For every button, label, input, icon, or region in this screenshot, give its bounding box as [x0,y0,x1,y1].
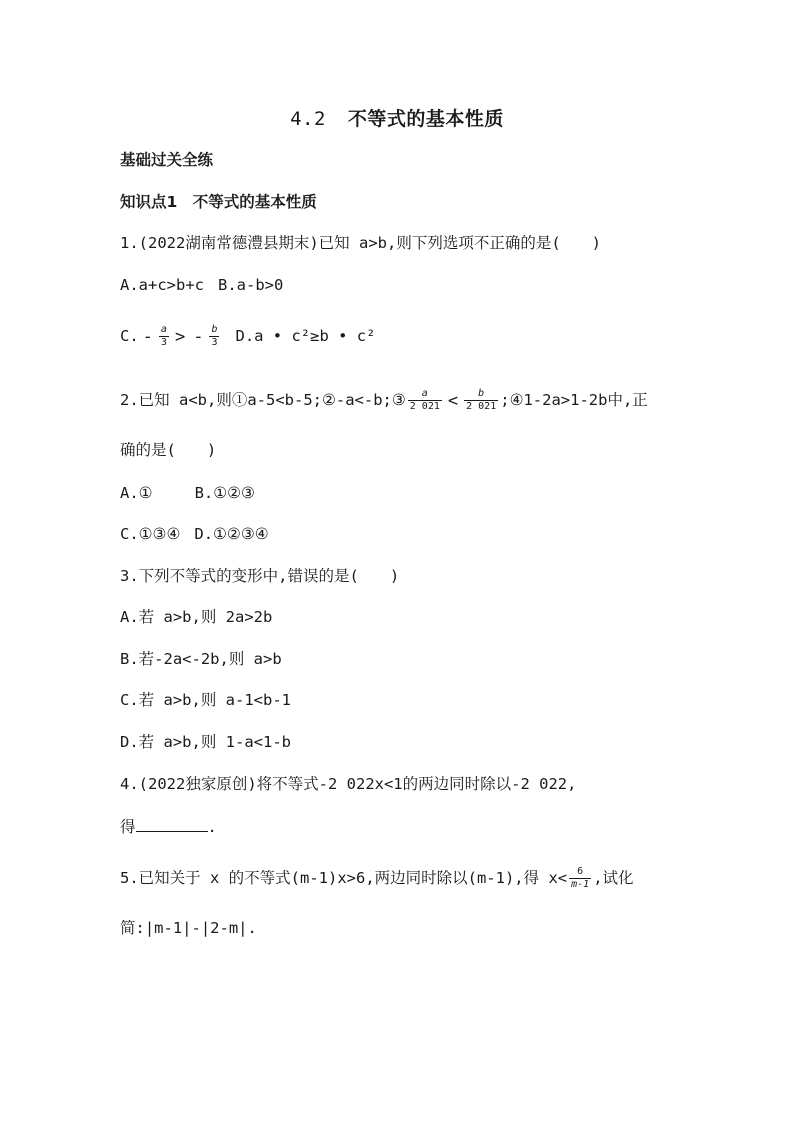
q1-option-c-label: C. [120,327,139,345]
section-title-text: 不等式的基本性质 [347,108,504,130]
q1-option-a: A.a+c>b+c [120,276,204,294]
q5-stem-line1 [120,860,634,896]
q2-stem-line1: 2.已知 a<b,则①a-5<b-5;②-a<-b;③ $\frac{a}{2 021}$ < $\frac{b}{2 021}$ ;④1-2a>1-2b中,正 [120,388,648,412]
q2-stem-post: ;④1-2a>1-2b中,正 [500,391,648,409]
q3-option-b: B.若-2a<-2b,则 a>b [120,650,282,668]
q1-option-d: D.a • c²≥b • c² [235,327,376,345]
q2-option-b: B.①②③ [194,484,255,502]
q1-stem: 1.(2022湖南常德澧县期末)已知 a>b,则下列选项不正确的是( ) [120,234,601,252]
q2-options-ab [120,483,255,503]
q3-option-a: A.若 a>b,则 2a>2b [120,608,273,626]
q1-options-ab [120,275,283,295]
q3-stem: 3.下列不等式的变形中,错误的是( ) [120,567,400,585]
q1-option-c-lhs-fraction: $\frac{a}{3}$ [160,324,167,348]
q2-option-a: A.① [120,484,153,502]
q2-option-c: C.①③④ [120,525,181,543]
q4-stem-line1: 4.(2022独家原创)将不等式-2 022x<1的两边同时除以-2 022, [120,775,577,793]
page-title [0,104,794,131]
q2-option-d: D.①②③④ [194,525,269,543]
q5-fraction: $\frac{6}{m-1}$ [571,866,590,890]
q5-stem-line2: 简:|m-1|-|2-m|. [120,919,257,937]
knowledge-point-heading: 知识点1 不等式的基本性质 [120,193,317,211]
section-number: 4.2 [290,108,326,130]
q2-options-cd [120,524,269,544]
q1-option-c-rhs-fraction: $\frac{b}{3}$ [211,324,218,348]
q3-option-d: D.若 a>b,则 1-a<1-b [120,733,291,751]
q1-option-b: B.a-b>0 [218,276,284,294]
q4-line2-pre: 得 [120,818,136,836]
q4-line2-post: . [207,818,217,836]
q2-fraction-b: $\frac{b}{2 021}$ [466,388,497,412]
q5-line1-pre: 5.已知关于 x 的不等式(m-1)x>6,两边同时除以(m-1),得 x< [120,869,568,887]
q2-stem-pre: 2.已知 a<b,则①a-5<b-5;②-a<-b;③ [120,391,406,409]
q4-stem-line2 [120,815,217,837]
q3-option-c: C.若 a>b,则 a-1<b-1 [120,691,291,709]
q2-fraction-a: $\frac{a}{2 021}$ [409,388,440,412]
q2-stem-line2: 确的是( ) [120,441,217,459]
q5-line1-post: ,试化 [593,869,634,887]
q1-options-cd: C. - $\frac{a}{3}$ > - $\frac{b}{3}$ D.a • c²≥b • c² [120,324,376,348]
section-heading: 基础过关全练 [120,151,214,169]
q4-answer-blank[interactable] [136,815,208,832]
